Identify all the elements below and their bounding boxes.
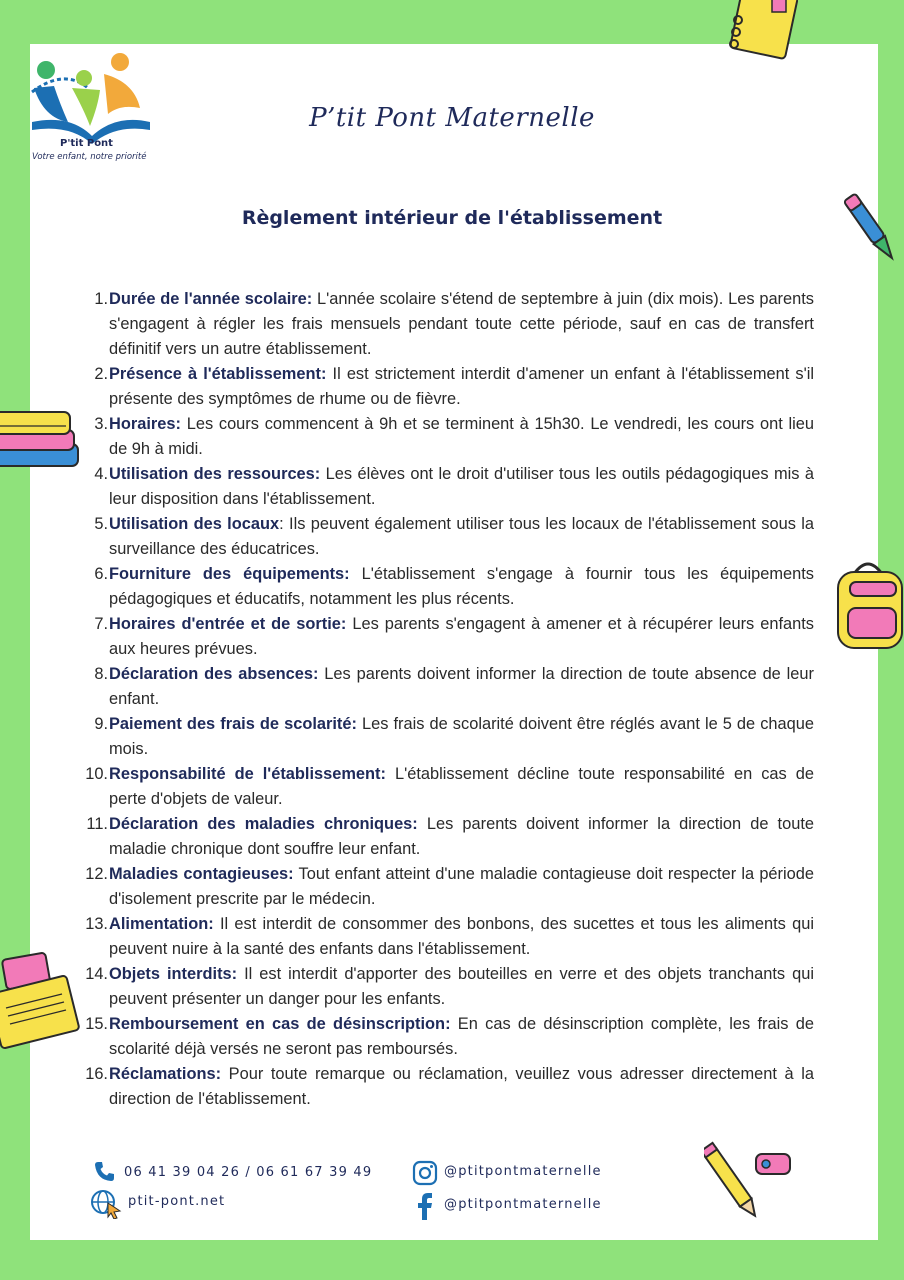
rule-number: 16. <box>85 1065 108 1083</box>
pen-decoration-right <box>842 186 904 276</box>
instagram-icon <box>412 1160 438 1186</box>
rule-text: L'établissement s'engage à fournir tous les équipements pédagogiques et éducatifs, notamment les plus récents. <box>109 565 814 608</box>
rule-label: Déclaration des maladies chroniques: <box>109 815 418 833</box>
rule-item <box>60 1062 814 1112</box>
rule-number: 2. <box>94 365 108 383</box>
rule-number: 5. <box>94 515 108 533</box>
rule-label: Paiement des frais de scolarité: <box>109 715 357 733</box>
rule-item <box>60 562 814 612</box>
rule-text: Les parents doivent informer la direction de toute maladie chronique dont souffre leur enfant. <box>109 815 814 858</box>
rule-text: Pour toute remarque ou réclamation, veuillez vous adresser directement à la direction de l'établissement. <box>109 1065 814 1108</box>
rule-item <box>60 862 814 912</box>
rule-label: Objets interdits: <box>109 965 238 983</box>
logo-name: P'tit Pont <box>60 138 113 149</box>
rule-text: L'établissement décline toute responsabilité en cas de perte d'objets de valeur. <box>109 765 814 808</box>
rule-item <box>60 1012 814 1062</box>
rule-item <box>60 962 814 1012</box>
rule-item <box>60 712 814 762</box>
instagram-handle[interactable]: @ptitpontmaternelle <box>444 1164 602 1179</box>
rule-label: Horaires: <box>109 415 181 433</box>
facebook-icon <box>416 1192 434 1220</box>
rule-item <box>60 812 814 862</box>
rule-label: Horaires d'entrée et de sortie: <box>109 615 347 633</box>
pencil-sharpener-decoration-bottom-right <box>704 1134 796 1230</box>
rule-text: : Ils peuvent également utiliser tous les locaux de l'établissement sous la surveillance des éducatrices. <box>109 515 814 558</box>
school-name-heading: P’tit Pont Maternelle <box>309 103 595 133</box>
rule-text: L'année scolaire s'étend de septembre à juin (dix mois). Les parents s'engagent à régler les frais mensuels pendant toute cette période, sauf en cas de transfert définitif vers un autre établissement. <box>109 290 814 358</box>
rule-item <box>60 462 814 512</box>
rule-text: Les cours commencent à 9h et se terminent à 15h30. Le vendredi, les cours ont lieu de 9h à midi. <box>109 415 814 458</box>
notebook-decoration-top-right <box>728 0 798 62</box>
backpack-decoration-right <box>832 556 904 652</box>
website-link[interactable]: ptit-pont.net <box>128 1194 226 1209</box>
document-title: Règlement intérieur de l'établissement <box>241 207 663 229</box>
rule-label: Présence à l'établissement: <box>109 365 327 383</box>
rule-label: Maladies contagieuses: <box>109 865 294 883</box>
rule-text: Il est interdit de consommer des bonbons, des sucettes et tous les aliments qui peuvent nuire à la santé des enfants dans l'établissement. <box>109 915 814 958</box>
rule-number: 9. <box>94 715 108 733</box>
rule-number: 3. <box>94 415 108 433</box>
rule-text: Il est strictement interdit d'amener un enfant à l'établissement s'il présente des symptômes de rhume ou de fièvre. <box>109 365 814 408</box>
rule-label: Utilisation des ressources: <box>109 465 321 483</box>
rule-number: 7. <box>94 615 108 633</box>
rule-item <box>60 762 814 812</box>
rule-text: Il est interdit d'apporter des bouteilles en verre et des objets tranchants qui peuvent présenter un danger pour les enfants. <box>109 965 814 1008</box>
rule-text: Les frais de scolarité doivent être réglés avant le 5 de chaque mois. <box>109 715 814 758</box>
rule-number: 4. <box>94 465 108 483</box>
phone-icon <box>92 1160 116 1184</box>
rule-label: Fourniture des équipements: <box>109 565 350 583</box>
rule-text: Les parents s'engagent à amener et à récupérer leurs enfants aux heures prévues. <box>109 615 814 658</box>
rule-number: 10. <box>85 765 108 783</box>
rule-text: En cas de désinscription complète, les frais de scolarité déjà versés ne seront pas remboursés. <box>109 1015 814 1058</box>
rule-text: Les parents doivent informer la direction de toute absence de leur enfant. <box>109 665 814 708</box>
rule-item <box>60 662 814 712</box>
rule-label: Réclamations: <box>109 1065 222 1083</box>
rule-label: Alimentation: <box>109 915 214 933</box>
rule-number: 12. <box>85 865 108 883</box>
phone-numbers: 06 41 39 04 26 / 06 61 67 39 49 <box>124 1165 373 1180</box>
rule-label: Remboursement en cas de désinscription: <box>109 1015 451 1033</box>
rule-item <box>60 362 814 412</box>
rule-label: Déclaration des absences: <box>109 665 319 683</box>
rule-text: Tout enfant atteint d'une maladie contagieuse doit respecter la période d'isolement prescrite par le médecin. <box>109 865 814 908</box>
facebook-handle[interactable]: @ptitpontmaternelle <box>444 1197 602 1212</box>
rule-item <box>60 512 814 562</box>
rule-item <box>60 612 814 662</box>
rule-number: 14. <box>85 965 108 983</box>
rules-list <box>60 287 814 1112</box>
rule-item <box>60 912 814 962</box>
rule-label: Utilisation des locaux <box>109 515 280 533</box>
globe-cursor-icon <box>90 1189 122 1219</box>
rule-number: 6. <box>94 565 108 583</box>
rule-number: 1. <box>94 290 108 308</box>
rule-text: Les élèves ont le droit d'utiliser tous les outils pédagogiques mis à leur disposition dans l'établissement. <box>109 465 814 508</box>
rule-item <box>60 287 814 362</box>
rule-number: 13. <box>85 915 108 933</box>
logo-tagline: Votre enfant, notre priorité <box>32 152 147 162</box>
rule-number: 15. <box>85 1015 108 1033</box>
rule-item <box>60 412 814 462</box>
rule-label: Responsabilité de l'établissement: <box>109 765 386 783</box>
rule-number: 11. <box>86 815 108 833</box>
rule-label: Durée de l'année scolaire: <box>109 290 313 308</box>
rule-number: 8. <box>94 665 108 683</box>
